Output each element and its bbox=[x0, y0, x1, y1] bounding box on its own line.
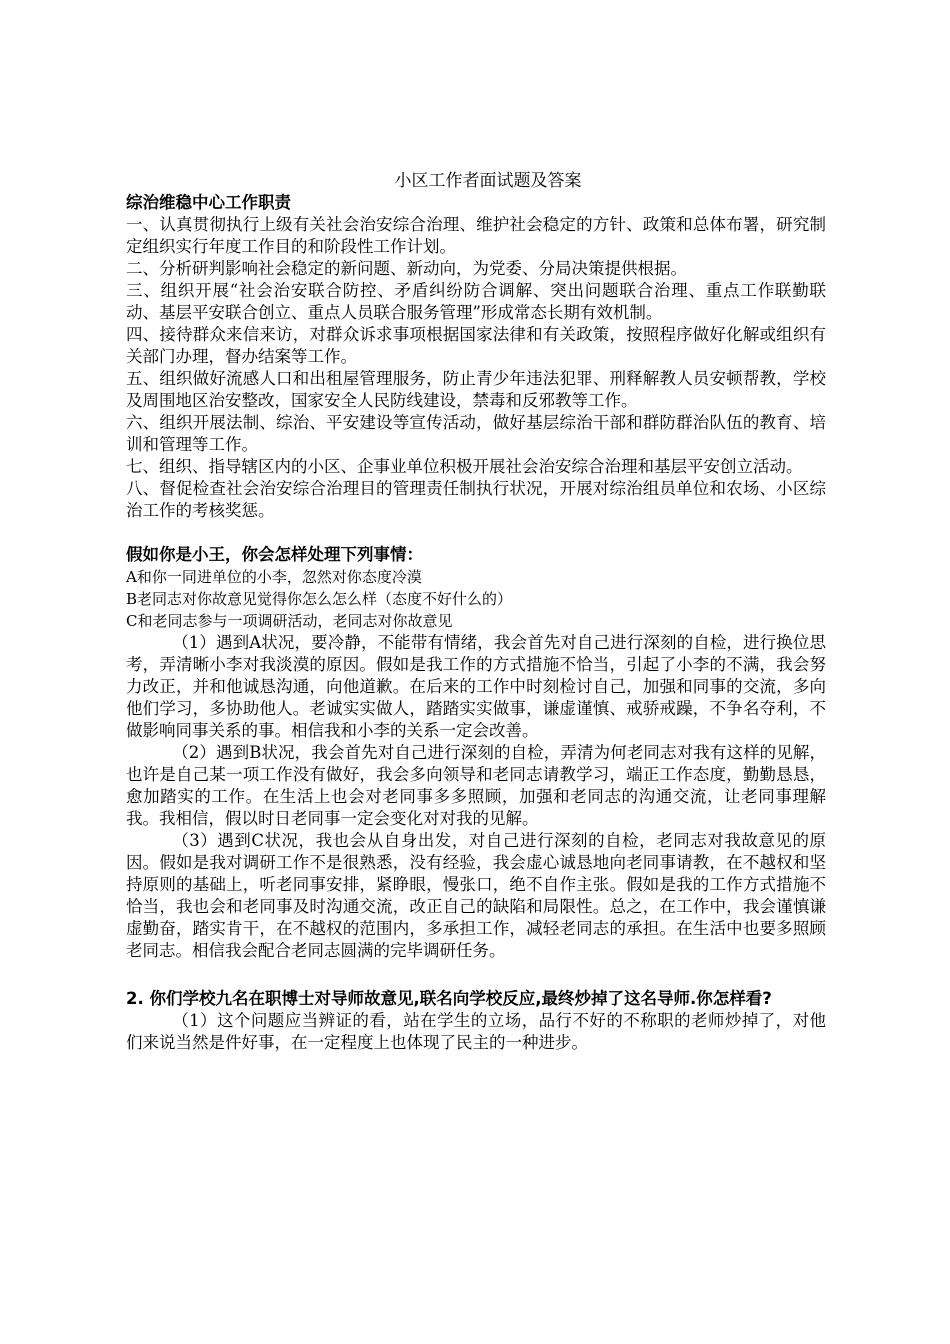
duty-item: 二、分析研判影响社会稳定的新问题、新动向，为党委、分局决策提供根据。 bbox=[126, 259, 687, 278]
duty-item: 一、认真贯彻执行上级有关社会治安综合治理、维护社会稳定的方针、政策和总体布署，研究制定组织实行年度工作目的和阶段性工作计划。 bbox=[126, 215, 826, 256]
case-item: A和你一同进单位的小李，忽然对你态度冷漠 bbox=[126, 568, 422, 586]
duty-item: 六、组织开展法制、综治、平安建设等宣传活动，做好基层综治干部和群防群治队伍的教育、培训和管理等工作。 bbox=[126, 413, 826, 454]
answer-paragraph: （2）遇到B状况，我会首先对自己进行深刻的自检，弄清为何老同志对我有这样的见解，也许是自己某一项工作没有做好，我会多向领导和老同志请教学习，端正工作态度，勤勤恳恳，愈加踏实的工作。在生活上也会对老同事多多照顾，加强和老同志的沟通交流，让老同事理解我。我相信，假以时日老同事一定会变化对对我的见解。 bbox=[126, 743, 826, 828]
duty-item: 五、组织做好流感人口和出租屋管理服务，防止青少年违法犯罪、刑释解教人员安顿帮教，学校及周围地区治安整改，国家安全人民防线建设，禁毒和反邪教等工作。 bbox=[126, 369, 826, 410]
section-heading-question-2: 2. 你们学校九名在职博士对导师故意见,联名向学校反应,最终炒掉了这名导师.你怎样看? bbox=[126, 989, 772, 1008]
duty-item: 八、督促检查社会治安综合治理目的管理责任制执行状况，开展对综治组员单位和农场、小区综治工作的考核奖惩。 bbox=[126, 479, 826, 520]
duty-item: 七、组织、指导辖区内的小区、企事业单位积极开展社会治安综合治理和基层平安创立活动。 bbox=[126, 457, 803, 476]
document-page bbox=[126, 170, 826, 1054]
case-item: C和老同志参与一项调研活动，老同志对你故意见 bbox=[126, 612, 453, 630]
duty-item: 三、组织开展“社会治安联合防控、矛盾纠纷防合调解、突出问题联合治理、重点工作联勤联动、基层平安联合创立、重点人员联合服务管理”形成常态长期有效机制。 bbox=[126, 281, 826, 322]
spacer bbox=[126, 962, 826, 984]
answer-paragraph: （1）遇到A状况，要冷静，不能带有情绪，我会首先对自己进行深刻的自检，进行换位思考，弄清晰小李对我淡漠的原因。假如是我工作的方式措施不恰当，引起了小李的不满，我会努力改正，并和他诚恳沟通，向他道歉。在后来的工作中时刻检讨自己，加强和同事的交流，多向他们学习，多协助他人。老诚实实做人，踏踏实实做事，谦虚谨慎、戒骄戒躁，不争名夺利，不做影响同事关系的事。相信我和小李的关系一定会改善。 bbox=[126, 633, 826, 740]
answer-paragraph: （1）这个问题应当辨证的看，站在学生的立场，品行不好的不称职的老师炒掉了，对他们来说当然是件好事，在一定程度上也体现了民主的一种进步。 bbox=[126, 1011, 826, 1052]
section-heading-scenario: 假如你是小王，你会怎样处理下列事情： bbox=[126, 545, 423, 564]
document-title: 小区工作者面试题及答案 bbox=[394, 171, 582, 191]
duty-item: 四、接待群众来信来访，对群众诉求事项根据国家法律和有关政策，按照程序做好化解或组织有关部门办理，督办结案等工作。 bbox=[126, 325, 826, 366]
spacer bbox=[126, 522, 826, 544]
section-heading-duties: 综治维稳中心工作职责 bbox=[126, 193, 291, 212]
case-item: B老同志对你故意见觉得你怎么怎么样（态度不好什么的） bbox=[126, 590, 513, 608]
answer-paragraph: （3）遇到C状况，我也会从自身出发，对自己进行深刻的自检，老同志对我故意见的原因。假如是我对调研工作不是很熟悉，没有经验，我会虚心诚恳地向老同事请教，在不越权和坚持原则的基础上，听老同事安排，紧睁眼，慢张口，绝不自作主张。假如是我的工作方式措施不恰当，我也会和老同事及时沟通交流，改正自己的缺陷和局限性。总之，在工作中，我会谨慎谦虚勤奋，踏实肯干，在不越权的范围内，多承担工作，减轻老同志的承担。在生活中也要多照顾老同志。相信我会配合老同志圆满的完毕调研任务。 bbox=[126, 831, 826, 960]
